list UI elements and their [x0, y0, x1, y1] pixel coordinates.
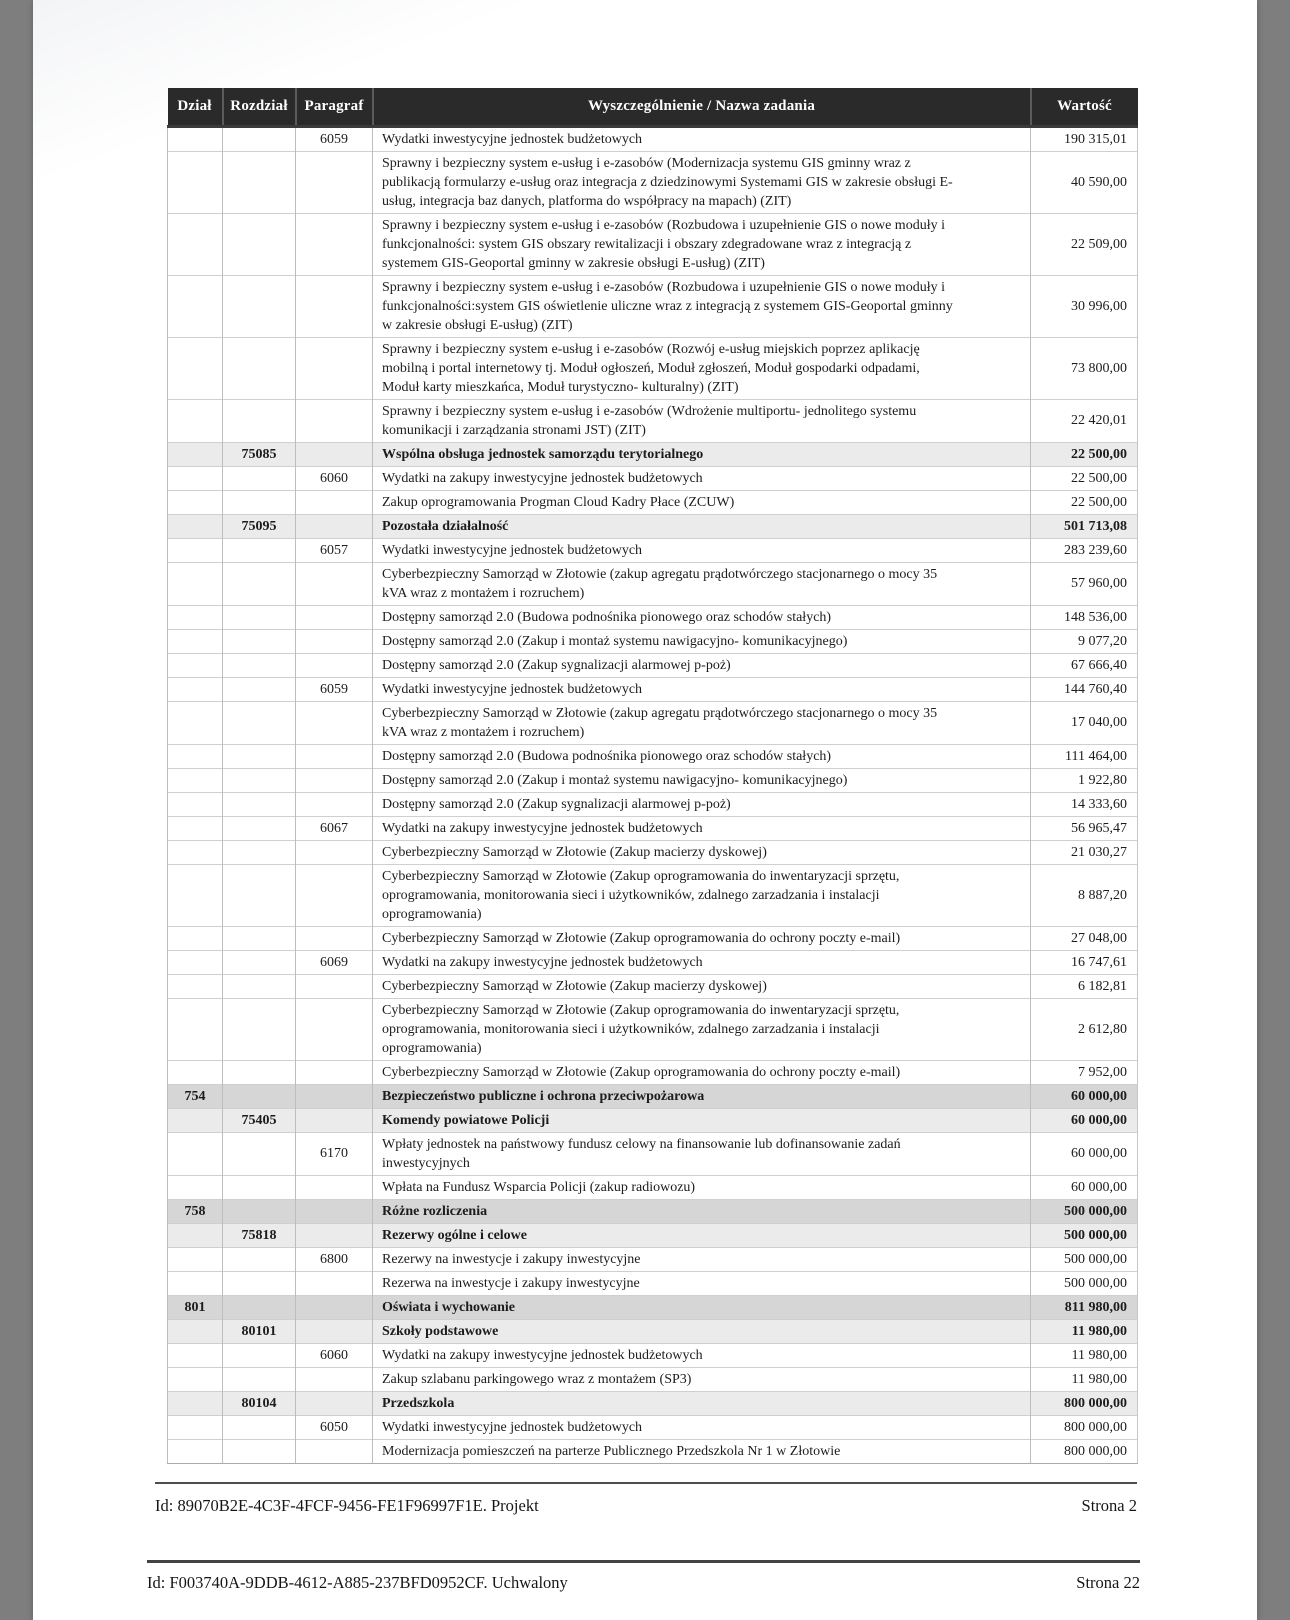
cell-dzial [168, 275, 223, 337]
cell-rozdzial [223, 998, 296, 1060]
cell-task-name: Zakup oprogramowania Progman Cloud Kadry Płace (ZCUW) [373, 490, 1031, 514]
cell-value: 800 000,00 [1031, 1439, 1138, 1463]
cell-task-name: Komendy powiatowe Policji [373, 1108, 1031, 1132]
cell-task-name: Cyberbezpieczny Samorząd w Złotowie (Zakup oprogramowania do ochrony poczty e-mail) [373, 926, 1031, 950]
table-row [168, 768, 1138, 792]
cell-task-name: Wpłaty jednostek na państwowy fundusz celowy na finansowanie lub dofinansowanie zadań inwestycyjnych [373, 1132, 1031, 1175]
table-row [168, 816, 1138, 840]
cell-dzial [168, 1060, 223, 1084]
cell-paragraf [296, 1367, 373, 1391]
document-page [33, 0, 1257, 1620]
cell-task-name: Dostępny samorząd 2.0 (Zakup sygnalizacji alarmowej p-poż) [373, 653, 1031, 677]
cell-task-name: Rezerwa na inwestycje i zakupy inwestycyjne [373, 1271, 1031, 1295]
cell-task-name: Dostępny samorząd 2.0 (Zakup i montaż systemu nawigacyjno- komunikacyjnego) [373, 768, 1031, 792]
cell-value: 17 040,00 [1031, 701, 1138, 744]
budget-table-container [167, 88, 1137, 1464]
cell-dzial [168, 840, 223, 864]
table-row [168, 399, 1138, 442]
cell-dzial [168, 126, 223, 151]
cell-rozdzial [223, 126, 296, 151]
table-row [168, 1439, 1138, 1463]
cell-rozdzial [223, 1271, 296, 1295]
cell-value: 22 500,00 [1031, 490, 1138, 514]
cell-rozdzial [223, 562, 296, 605]
cell-dzial [168, 926, 223, 950]
cell-paragraf [296, 1199, 373, 1223]
cell-value: 6 182,81 [1031, 974, 1138, 998]
page-footer-uchwalony [147, 1560, 1140, 1593]
cell-paragraf [296, 1391, 373, 1415]
cell-value: 811 980,00 [1031, 1295, 1138, 1319]
cell-dzial [168, 1271, 223, 1295]
cell-rozdzial [223, 399, 296, 442]
cell-rozdzial [223, 605, 296, 629]
cell-dzial [168, 1439, 223, 1463]
cell-value: 60 000,00 [1031, 1132, 1138, 1175]
cell-paragraf [296, 1108, 373, 1132]
cell-rozdzial [223, 864, 296, 926]
table-row [168, 701, 1138, 744]
cell-rozdzial [223, 816, 296, 840]
cell-dzial [168, 792, 223, 816]
cell-rozdzial [223, 1199, 296, 1223]
table-row [168, 1199, 1138, 1223]
cell-rozdzial [223, 950, 296, 974]
cell-rozdzial [223, 1132, 296, 1175]
table-row [168, 1223, 1138, 1247]
cell-value: 40 590,00 [1031, 151, 1138, 213]
table-row [168, 1060, 1138, 1084]
cell-task-name: Dostępny samorząd 2.0 (Budowa podnośnika pionowego oraz schodów stałych) [373, 605, 1031, 629]
cell-paragraf: 6067 [296, 816, 373, 840]
cell-task-name: Sprawny i bezpieczny system e-usług i e-zasobów (Modernizacja systemu GIS gminny wraz z publikacją formularzy e-usług oraz integracja z dziedzinowymi Systemami GIS w zakresie obsługi E-usług, integracja baz danych, platforma do współpracy na mapach) (ZIT) [373, 151, 1031, 213]
cell-value: 21 030,27 [1031, 840, 1138, 864]
table-row [168, 1391, 1138, 1415]
cell-rozdzial [223, 1175, 296, 1199]
table-row [168, 1247, 1138, 1271]
cell-value: 73 800,00 [1031, 337, 1138, 399]
page-footer-projekt [155, 1482, 1137, 1516]
cell-value: 60 000,00 [1031, 1084, 1138, 1108]
cell-task-name: Oświata i wychowanie [373, 1295, 1031, 1319]
cell-task-name: Sprawny i bezpieczny system e-usług i e-zasobów (Rozbudowa i uzupełnienie GIS o nowe moduły i funkcjonalności:system GIS oświetlenie uliczne wraz z integracją z systemem GIS-Geoportal gminny w zakresie obsługi E-usług) (ZIT) [373, 275, 1031, 337]
cell-rozdzial [223, 490, 296, 514]
cell-rozdzial [223, 744, 296, 768]
cell-paragraf [296, 605, 373, 629]
cell-dzial [168, 864, 223, 926]
cell-paragraf: 6069 [296, 950, 373, 974]
table-row [168, 151, 1138, 213]
cell-task-name: Wydatki na zakupy inwestycyjne jednostek budżetowych [373, 816, 1031, 840]
column-header-wyszczegolnienie: Wyszczególnienie / Nazwa zadania [373, 88, 1031, 126]
column-header-paragraf: Paragraf [296, 88, 373, 126]
cell-value: 67 666,40 [1031, 653, 1138, 677]
table-row [168, 1319, 1138, 1343]
cell-dzial [168, 605, 223, 629]
table-row [168, 1084, 1138, 1108]
table-row [168, 538, 1138, 562]
cell-value: 501 713,08 [1031, 514, 1138, 538]
cell-dzial [168, 151, 223, 213]
table-row [168, 792, 1138, 816]
cell-paragraf [296, 864, 373, 926]
cell-dzial [168, 768, 223, 792]
cell-value: 9 077,20 [1031, 629, 1138, 653]
cell-dzial [168, 337, 223, 399]
cell-rozdzial [223, 701, 296, 744]
cell-task-name: Wydatki inwestycyjne jednostek budżetowych [373, 126, 1031, 151]
cell-task-name: Rezerwy ogólne i celowe [373, 1223, 1031, 1247]
cell-paragraf [296, 744, 373, 768]
cell-paragraf [296, 768, 373, 792]
cell-value: 144 760,40 [1031, 677, 1138, 701]
cell-paragraf [296, 1295, 373, 1319]
cell-task-name: Wydatki inwestycyjne jednostek budżetowych [373, 1415, 1031, 1439]
cell-dzial [168, 974, 223, 998]
table-row [168, 998, 1138, 1060]
cell-dzial [168, 1319, 223, 1343]
table-row [168, 490, 1138, 514]
cell-dzial [168, 816, 223, 840]
table-header-row [168, 88, 1138, 126]
cell-paragraf [296, 1271, 373, 1295]
table-row [168, 840, 1138, 864]
cell-rozdzial [223, 1295, 296, 1319]
cell-dzial [168, 1415, 223, 1439]
cell-rozdzial [223, 792, 296, 816]
cell-value: 500 000,00 [1031, 1223, 1138, 1247]
cell-value: 11 980,00 [1031, 1319, 1138, 1343]
cell-task-name: Zakup szlabanu parkingowego wraz z montażem (SP3) [373, 1367, 1031, 1391]
table-row [168, 275, 1138, 337]
cell-value: 11 980,00 [1031, 1343, 1138, 1367]
cell-rozdzial [223, 1439, 296, 1463]
budget-table [167, 88, 1138, 1464]
cell-dzial [168, 490, 223, 514]
page-number-uchwalony: Strona 22 [1076, 1573, 1140, 1592]
cell-paragraf [296, 490, 373, 514]
cell-dzial [168, 514, 223, 538]
table-row [168, 1175, 1138, 1199]
cell-paragraf [296, 1319, 373, 1343]
cell-dzial [168, 1391, 223, 1415]
table-row [168, 1343, 1138, 1367]
cell-task-name: Bezpieczeństwo publiczne i ochrona przeciwpożarowa [373, 1084, 1031, 1108]
column-header-wartosc: Wartość [1031, 88, 1138, 126]
cell-paragraf [296, 337, 373, 399]
cell-paragraf [296, 701, 373, 744]
table-row [168, 466, 1138, 490]
cell-value: 800 000,00 [1031, 1415, 1138, 1439]
cell-rozdzial [223, 1367, 296, 1391]
cell-value: 1 922,80 [1031, 768, 1138, 792]
cell-paragraf [296, 629, 373, 653]
cell-rozdzial: 75818 [223, 1223, 296, 1247]
table-row [168, 337, 1138, 399]
cell-paragraf [296, 1175, 373, 1199]
cell-paragraf [296, 442, 373, 466]
cell-paragraf: 6059 [296, 126, 373, 151]
cell-rozdzial [223, 1343, 296, 1367]
table-row [168, 213, 1138, 275]
cell-value: 500 000,00 [1031, 1199, 1138, 1223]
cell-paragraf [296, 1439, 373, 1463]
cell-value: 800 000,00 [1031, 1391, 1138, 1415]
cell-value: 7 952,00 [1031, 1060, 1138, 1084]
cell-paragraf [296, 653, 373, 677]
cell-value: 56 965,47 [1031, 816, 1138, 840]
table-row [168, 126, 1138, 151]
cell-rozdzial [223, 653, 296, 677]
cell-value: 22 509,00 [1031, 213, 1138, 275]
table-row [168, 1108, 1138, 1132]
cell-value: 148 536,00 [1031, 605, 1138, 629]
cell-rozdzial [223, 629, 296, 653]
cell-rozdzial [223, 1060, 296, 1084]
cell-task-name: Szkoły podstawowe [373, 1319, 1031, 1343]
cell-value: 22 500,00 [1031, 466, 1138, 490]
cell-paragraf [296, 840, 373, 864]
cell-dzial [168, 538, 223, 562]
table-row [168, 629, 1138, 653]
column-header-dzial: Dział [168, 88, 223, 126]
cell-paragraf [296, 213, 373, 275]
cell-value: 8 887,20 [1031, 864, 1138, 926]
cell-value: 30 996,00 [1031, 275, 1138, 337]
cell-dzial [168, 629, 223, 653]
cell-value: 283 239,60 [1031, 538, 1138, 562]
cell-task-name: Cyberbezpieczny Samorząd w Złotowie (zakup agregatu prądotwórczego stacjonarnego o mocy 35 kVA wraz z montażem i rozruchem) [373, 562, 1031, 605]
cell-dzial [168, 998, 223, 1060]
cell-task-name: Dostępny samorząd 2.0 (Zakup sygnalizacji alarmowej p-poż) [373, 792, 1031, 816]
cell-task-name: Wspólna obsługa jednostek samorządu terytorialnego [373, 442, 1031, 466]
cell-paragraf: 6057 [296, 538, 373, 562]
cell-value: 22 420,01 [1031, 399, 1138, 442]
cell-paragraf [296, 1060, 373, 1084]
cell-dzial [168, 1367, 223, 1391]
table-row [168, 1271, 1138, 1295]
cell-paragraf [296, 998, 373, 1060]
table-row [168, 1132, 1138, 1175]
cell-rozdzial [223, 538, 296, 562]
table-row [168, 744, 1138, 768]
cell-dzial: 801 [168, 1295, 223, 1319]
cell-rozdzial: 80101 [223, 1319, 296, 1343]
table-row [168, 605, 1138, 629]
cell-value: 16 747,61 [1031, 950, 1138, 974]
cell-task-name: Pozostała działalność [373, 514, 1031, 538]
cell-task-name: Sprawny i bezpieczny system e-usług i e-zasobów (Rozwój e-usług miejskich poprzez aplikację mobilną i portal internetowy tj. Moduł ogłoszeń, Moduł zgłoszeń, Moduł gospodarki odpadami, Moduł karty mieszkańca, Moduł turystyczno- kulturalny) (ZIT) [373, 337, 1031, 399]
cell-value: 27 048,00 [1031, 926, 1138, 950]
cell-paragraf [296, 399, 373, 442]
page-number-projekt: Strona 2 [1081, 1496, 1137, 1515]
cell-dzial [168, 1175, 223, 1199]
cell-value: 111 464,00 [1031, 744, 1138, 768]
cell-rozdzial: 75405 [223, 1108, 296, 1132]
table-row [168, 1295, 1138, 1319]
cell-rozdzial [223, 337, 296, 399]
cell-task-name: Cyberbezpieczny Samorząd w Złotowie (zakup agregatu prądotwórczego stacjonarnego o mocy 35 kVA wraz z montażem i rozruchem) [373, 701, 1031, 744]
cell-value: 14 333,60 [1031, 792, 1138, 816]
cell-rozdzial [223, 213, 296, 275]
cell-paragraf [296, 974, 373, 998]
table-row [168, 950, 1138, 974]
cell-dzial [168, 562, 223, 605]
cell-paragraf: 6800 [296, 1247, 373, 1271]
cell-paragraf [296, 562, 373, 605]
column-header-rozdzial: Rozdział [223, 88, 296, 126]
cell-paragraf [296, 151, 373, 213]
cell-paragraf [296, 514, 373, 538]
cell-task-name: Modernizacja pomieszczeń na parterze Publicznego Przedszkola Nr 1 w Złotowie [373, 1439, 1031, 1463]
cell-task-name: Rezerwy na inwestycje i zakupy inwestycyjne [373, 1247, 1031, 1271]
document-id-projekt: Id: 89070B2E-4C3F-4FCF-9456-FE1F96997F1E. Projekt [155, 1496, 539, 1515]
cell-dzial [168, 653, 223, 677]
cell-paragraf: 6060 [296, 466, 373, 490]
cell-dzial [168, 399, 223, 442]
cell-value: 190 315,01 [1031, 126, 1138, 151]
cell-task-name: Wydatki inwestycyjne jednostek budżetowych [373, 677, 1031, 701]
cell-paragraf: 6060 [296, 1343, 373, 1367]
cell-value: 500 000,00 [1031, 1247, 1138, 1271]
cell-paragraf: 6170 [296, 1132, 373, 1175]
cell-task-name: Wydatki na zakupy inwestycyjne jednostek budżetowych [373, 950, 1031, 974]
cell-task-name: Różne rozliczenia [373, 1199, 1031, 1223]
cell-paragraf [296, 275, 373, 337]
cell-value: 22 500,00 [1031, 442, 1138, 466]
cell-task-name: Dostępny samorząd 2.0 (Budowa podnośnika pionowego oraz schodów stałych) [373, 744, 1031, 768]
document-id-uchwalony: Id: F003740A-9DDB-4612-A885-237BFD0952CF. Uchwalony [147, 1573, 568, 1592]
cell-value: 2 612,80 [1031, 998, 1138, 1060]
cell-rozdzial [223, 768, 296, 792]
cell-dzial [168, 1108, 223, 1132]
cell-dzial [168, 677, 223, 701]
cell-dzial [168, 701, 223, 744]
cell-dzial [168, 213, 223, 275]
cell-task-name: Przedszkola [373, 1391, 1031, 1415]
cell-paragraf [296, 926, 373, 950]
cell-rozdzial: 75095 [223, 514, 296, 538]
cell-task-name: Sprawny i bezpieczny system e-usług i e-zasobów (Wdrożenie multiportu- jednolitego systemu komunikacji i zarządzania stronami JST) (ZIT) [373, 399, 1031, 442]
cell-task-name: Wydatki inwestycyjne jednostek budżetowych [373, 538, 1031, 562]
cell-dzial: 754 [168, 1084, 223, 1108]
cell-paragraf: 6050 [296, 1415, 373, 1439]
table-row [168, 926, 1138, 950]
cell-task-name: Cyberbezpieczny Samorząd w Złotowie (Zakup oprogramowania do inwentaryzacji sprzętu, oprogramowania, monitorowania sieci i użytkowników, zdalnego zarzadzania i instalacji oprogramowania) [373, 864, 1031, 926]
table-row [168, 864, 1138, 926]
cell-paragraf: 6059 [296, 677, 373, 701]
cell-task-name: Cyberbezpieczny Samorząd w Złotowie (Zakup macierzy dyskowej) [373, 974, 1031, 998]
cell-rozdzial: 80104 [223, 1391, 296, 1415]
cell-rozdzial [223, 1415, 296, 1439]
cell-rozdzial [223, 840, 296, 864]
cell-paragraf [296, 792, 373, 816]
cell-rozdzial [223, 151, 296, 213]
table-row [168, 1415, 1138, 1439]
cell-dzial: 758 [168, 1199, 223, 1223]
cell-task-name: Sprawny i bezpieczny system e-usług i e-zasobów (Rozbudowa i uzupełnienie GIS o nowe moduły i funkcjonalności: system GIS obszary rewitalizacji i obszary zdegradowane wraz z integracją z systemem GIS-Geoportal gminny w zakresie obsługi E-usług) (ZIT) [373, 213, 1031, 275]
cell-task-name: Cyberbezpieczny Samorząd w Złotowie (Zakup oprogramowania do inwentaryzacji sprzętu, oprogramowania, monitorowania sieci i użytkowników, zdalnego zarzadzania i instalacji oprogramowania) [373, 998, 1031, 1060]
cell-paragraf [296, 1084, 373, 1108]
table-row [168, 677, 1138, 701]
table-row [168, 442, 1138, 466]
cell-rozdzial: 75085 [223, 442, 296, 466]
cell-dzial [168, 1343, 223, 1367]
table-row [168, 974, 1138, 998]
cell-rozdzial [223, 275, 296, 337]
cell-paragraf [296, 1223, 373, 1247]
cell-dzial [168, 466, 223, 490]
cell-value: 11 980,00 [1031, 1367, 1138, 1391]
table-row [168, 514, 1138, 538]
cell-value: 60 000,00 [1031, 1175, 1138, 1199]
cell-rozdzial [223, 677, 296, 701]
cell-task-name: Cyberbezpieczny Samorząd w Złotowie (Zakup macierzy dyskowej) [373, 840, 1031, 864]
table-row [168, 1367, 1138, 1391]
cell-task-name: Wpłata na Fundusz Wsparcia Policji (zakup radiowozu) [373, 1175, 1031, 1199]
cell-task-name: Dostępny samorząd 2.0 (Zakup i montaż systemu nawigacyjno- komunikacyjnego) [373, 629, 1031, 653]
table-row [168, 653, 1138, 677]
cell-task-name: Wydatki na zakupy inwestycyjne jednostek budżetowych [373, 1343, 1031, 1367]
cell-task-name: Cyberbezpieczny Samorząd w Złotowie (Zakup oprogramowania do ochrony poczty e-mail) [373, 1060, 1031, 1084]
cell-value: 500 000,00 [1031, 1271, 1138, 1295]
cell-dzial [168, 1132, 223, 1175]
cell-rozdzial [223, 1247, 296, 1271]
cell-rozdzial [223, 926, 296, 950]
cell-value: 57 960,00 [1031, 562, 1138, 605]
cell-value: 60 000,00 [1031, 1108, 1138, 1132]
cell-task-name: Wydatki na zakupy inwestycyjne jednostek budżetowych [373, 466, 1031, 490]
cell-dzial [168, 1223, 223, 1247]
cell-rozdzial [223, 974, 296, 998]
cell-dzial [168, 1247, 223, 1271]
cell-rozdzial [223, 1084, 296, 1108]
cell-dzial [168, 442, 223, 466]
cell-dzial [168, 744, 223, 768]
cell-rozdzial [223, 466, 296, 490]
cell-dzial [168, 950, 223, 974]
table-row [168, 562, 1138, 605]
